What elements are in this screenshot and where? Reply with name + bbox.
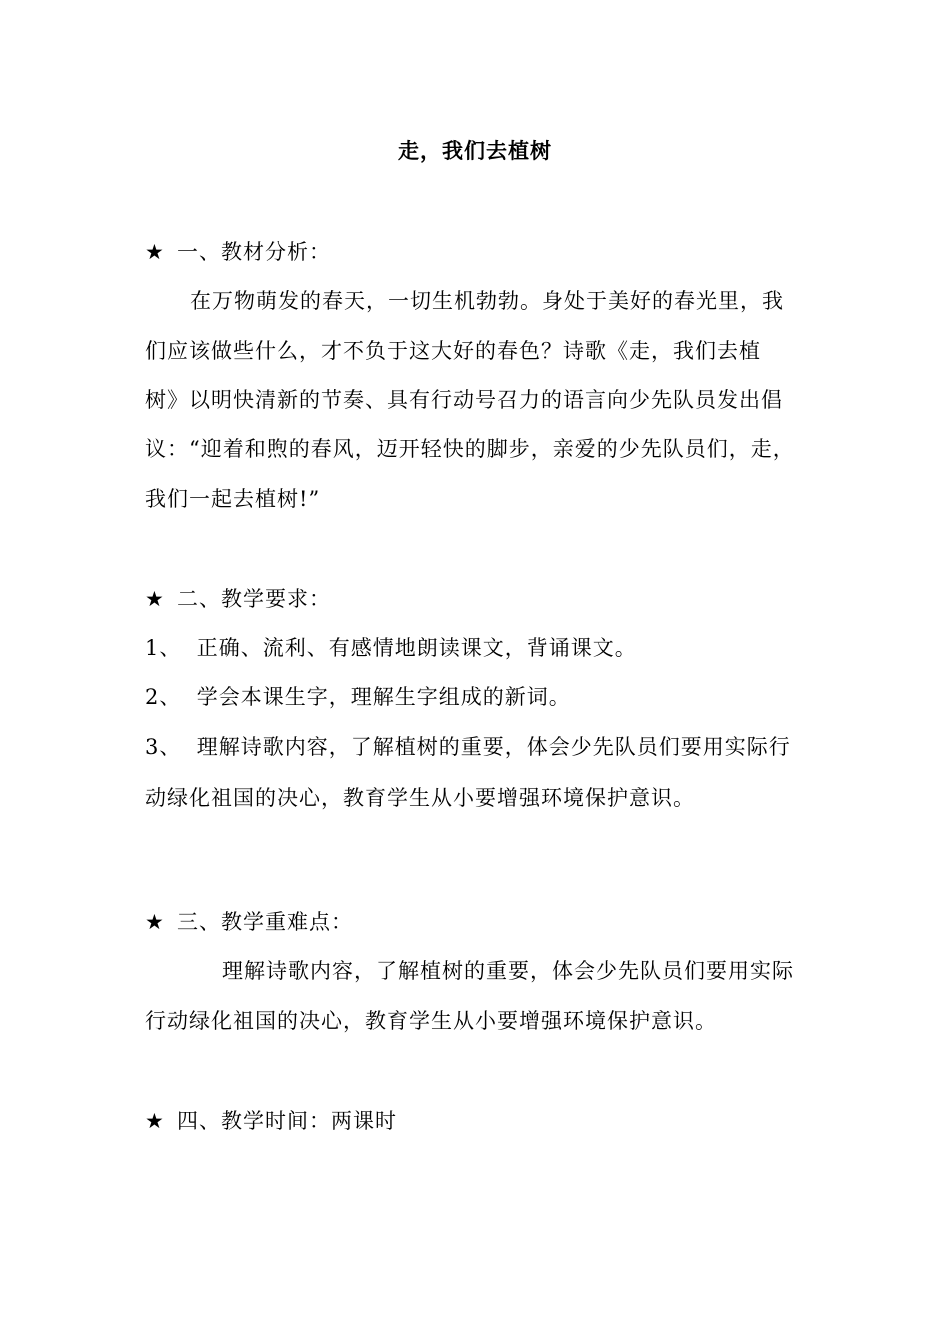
list-item: 1、 正确、流利、有感情地朗读课文，背诵课文。 xyxy=(145,636,637,660)
paragraph-line: 我们一起去植树!” xyxy=(145,487,321,511)
list-item: 3、 理解诗歌内容，了解植树的重要，体会少先队员们要用实际行 xyxy=(145,735,791,759)
star-icon: ★ xyxy=(145,1109,165,1133)
paragraph-line: 们应该做些什么，才不负于这大好的春色？诗歌《走，我们去植 xyxy=(145,339,761,363)
section-heading xyxy=(145,584,331,614)
paragraph-line: 在万物萌发的春天，一切生机勃勃。身处于美好的春光里，我 xyxy=(190,289,784,313)
section-heading xyxy=(145,907,353,937)
section-heading-text: 一、教材分析： xyxy=(177,240,331,264)
list-item: 2、 学会本课生字，理解生字组成的新词。 xyxy=(145,685,571,709)
document-title: 走，我们去植树 xyxy=(398,138,552,163)
paragraph-line: 理解诗歌内容，了解植树的重要，体会少先队员们要用实际 xyxy=(222,959,794,983)
star-icon: ★ xyxy=(145,910,165,934)
star-icon: ★ xyxy=(145,587,165,611)
paragraph-line: 树》以明快清新的节奏、具有行动号召力的语言向少先队员发出倡 xyxy=(145,388,783,412)
section-heading-text: 二、教学要求： xyxy=(177,587,331,611)
star-icon: ★ xyxy=(145,240,165,264)
list-item-continuation: 动绿化祖国的决心，教育学生从小要增强环境保护意识。 xyxy=(145,786,695,810)
section-heading-text: 三、教学重难点： xyxy=(177,910,353,934)
paragraph-line: 行动绿化祖国的决心，教育学生从小要增强环境保护意识。 xyxy=(145,1009,717,1033)
paragraph-line: 议：“迎着和煦的春风，迈开轻快的脚步，亲爱的少先队员们，走， xyxy=(145,437,795,461)
section-heading-text: 四、教学时间：两课时 xyxy=(177,1109,397,1133)
section-heading xyxy=(145,237,331,267)
section-heading xyxy=(145,1106,397,1136)
